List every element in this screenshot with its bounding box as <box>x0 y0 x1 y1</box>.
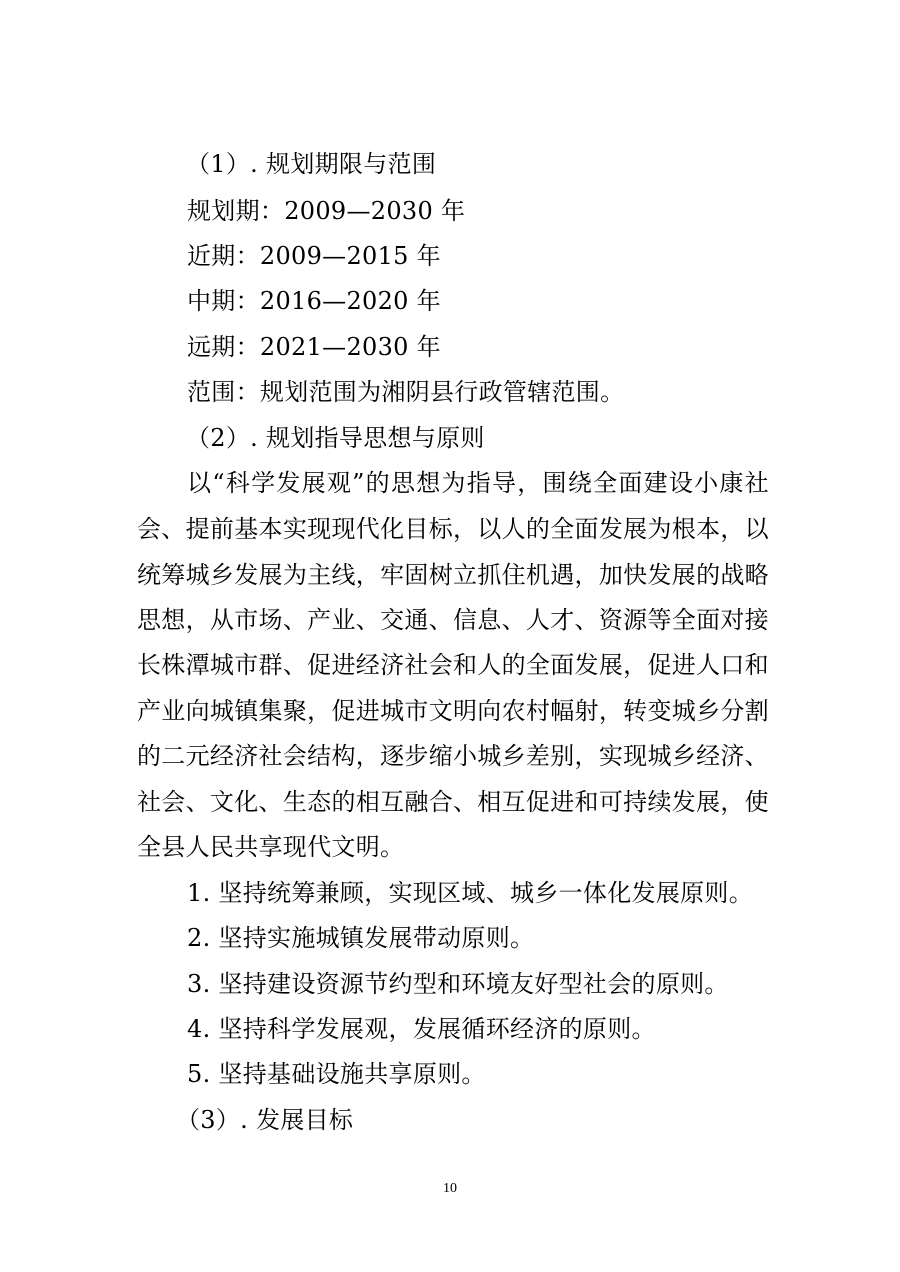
paragraph-line: 全县人民共享现代文明。 <box>137 833 405 861</box>
principle-item: 3. 坚持建设资源节约型和环境友好型社会的原则。 <box>187 970 729 998</box>
principle-item: 5. 坚持基础设施共享原则。 <box>187 1060 486 1088</box>
mid-term-period: 中期：2016—2020 年 <box>187 287 441 315</box>
principle-item: 4. 坚持科学发展观，发展循环经济的原则。 <box>187 1015 656 1043</box>
paragraph-line: 社会、文化、生态的相互融合、相互促进和可持续发展，使 <box>137 788 769 816</box>
section3-heading: （3）. 发展目标 <box>176 1106 354 1134</box>
section2-heading: （2）. 规划指导思想与原则 <box>186 424 485 452</box>
paragraph-line: 统筹城乡发展为主线，牢固树立抓住机遇，加快发展的战略 <box>137 561 769 589</box>
near-term-period: 近期：2009—2015 年 <box>187 242 441 270</box>
paragraph-line: 产业向城镇集聚，促进城市文明向农村幅射，转变城乡分割 <box>137 697 769 725</box>
planning-period: 规划期：2009—2030 年 <box>187 197 466 225</box>
paragraph-line: 以“科学发展观”的思想为指导，围绕全面建设小康社 <box>187 469 769 497</box>
principle-item: 1. 坚持统筹兼顾，实现区域、城乡一体化发展原则。 <box>187 879 754 907</box>
paragraph-line: 思想，从市场、产业、交通、信息、人才、资源等全面对接 <box>137 606 769 634</box>
principle-item: 2. 坚持实施城镇发展带动原则。 <box>187 924 535 952</box>
paragraph-line: 长株潭城市群、促进经济社会和人的全面发展，促进人口和 <box>137 651 769 679</box>
long-term-period: 远期：2021—2030 年 <box>187 333 441 361</box>
page-number: 10 <box>443 1181 457 1196</box>
section1-heading: （1）. 规划期限与范围 <box>186 150 437 178</box>
paragraph-line: 的二元经济社会结构，逐步缩小城乡差别，实现城乡经济、 <box>137 742 769 770</box>
planning-scope: 范围：规划范围为湘阴县行政管辖范围。 <box>187 378 625 406</box>
paragraph-line: 会、提前基本实现现代化目标，以人的全面发展为根本，以 <box>137 515 769 543</box>
